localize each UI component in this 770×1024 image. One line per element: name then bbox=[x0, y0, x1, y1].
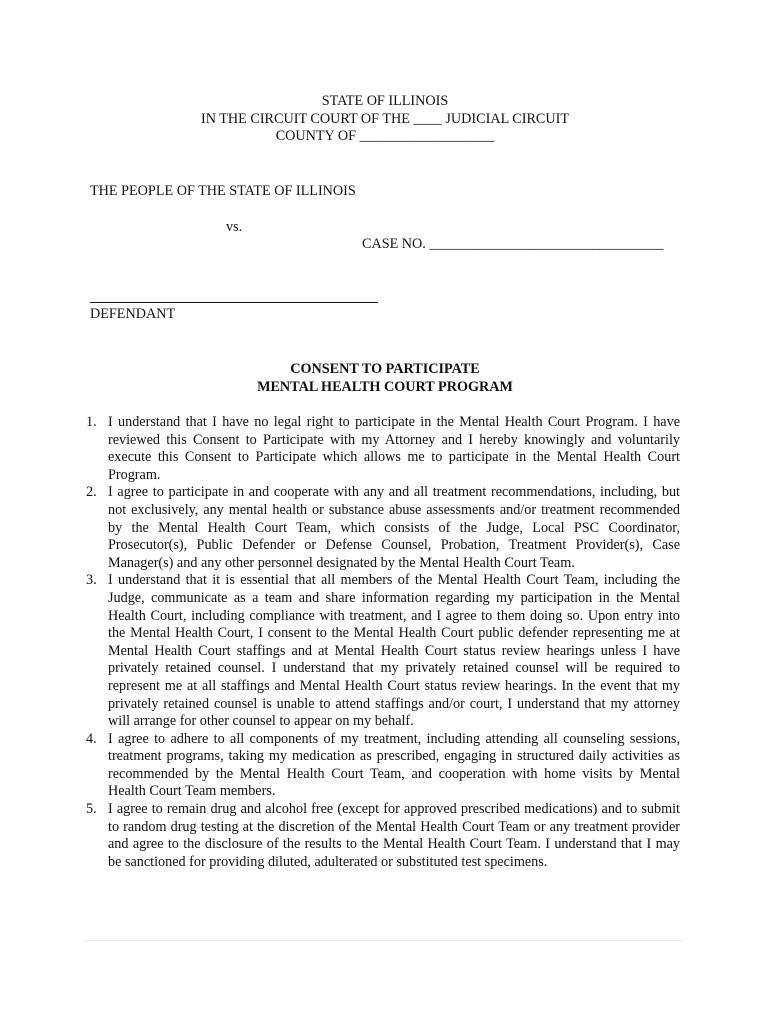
title-line-consent: CONSENT TO PARTICIPATE bbox=[290, 361, 480, 377]
term-number: 1. bbox=[86, 414, 97, 430]
term-item bbox=[86, 414, 680, 484]
term-item bbox=[86, 730, 680, 801]
page-bottom-divider bbox=[84, 940, 682, 941]
term-number: 3. bbox=[86, 572, 97, 589]
consent-terms-list bbox=[86, 414, 680, 871]
term-text: I agree to adhere to all components of my treatment, including attending all counseling sessions, treatment programs, taking my medication as prescribed, engaging in structured daily activities as recommended by the Mental Health Court Team, and cooperation with home visits by Mental Health Court Team members. bbox=[108, 730, 680, 800]
court-caption bbox=[0, 93, 770, 146]
versus-label: vs. bbox=[226, 219, 243, 235]
defendant-signature-line bbox=[90, 302, 378, 303]
term-item bbox=[86, 572, 680, 730]
caption-state: STATE OF ILLINOIS bbox=[321, 93, 449, 109]
term-text: I understand that it is essential that all members of the Mental Health Court Team, including the Judge, communicate as a team and share information regarding my participation in the Mental Health Court, including compliance with treatment, and I agree to them doing so. Upon entry into the Mental Health Court, I consent to the Mental Health Court public defender representing me at Mental Health Court staffings and at Mental Health Court status review hearings unless I have privately retained counsel. I understand that my privately retained counsel will be required to represent me at all staffings and Mental Health Court status review hearings. In the event that my privately retained counsel is unable to attend staffings and/or court, I understand that my attorney will arrange for other counsel to appear on my behalf. bbox=[108, 572, 680, 730]
title-line-program: MENTAL HEALTH COURT PROGRAM bbox=[257, 378, 513, 395]
caption-circuit-court: IN THE CIRCUIT COURT OF THE ____ JUDICIAL CIRCUIT bbox=[200, 110, 570, 127]
term-number: 4. bbox=[86, 730, 97, 747]
term-text: I agree to remain drug and alcohol free (except for approved prescribed medications) and to submit to random drug testing at the discretion of the Mental Health Court Team or any treatment provider and agree to the disclosure of the results to the Mental Health Court Team. I understand that I may be sanctioned for providing diluted, adulterated or substituted test specimens. bbox=[108, 801, 680, 870]
term-text: I agree to participate in and cooperate with any and all treatment recommendations, including, but not exclusively, any mental health or substance abuse assessments and/or treatment recommended by the Mental Health Court Team, which consists of the Judge, Local PSC Coordinator, Prosecutor(s), Public Defender or Defense Counsel, Probation, Treatment Provider(s), Case Manager(s) and any other personnel designated by the Mental Health Court Team. bbox=[108, 484, 680, 571]
term-item bbox=[86, 484, 680, 572]
document-title bbox=[0, 361, 770, 396]
term-number: 2. bbox=[86, 484, 97, 501]
term-number: 5. bbox=[86, 801, 97, 818]
term-text: I understand that I have no legal right to participate in the Mental Health Court Program. I have reviewed this Consent to Participate with my Attorney and I hereby knowingly and voluntarily execute this Consent to Participate which allows me to participate in the Mental Health Court Program. bbox=[108, 414, 680, 483]
caption-county: COUNTY OF ___________________ bbox=[275, 128, 495, 144]
term-item bbox=[86, 801, 680, 871]
plaintiff-name: THE PEOPLE OF THE STATE OF ILLINOIS bbox=[90, 183, 356, 199]
defendant-label: DEFENDANT bbox=[90, 306, 176, 322]
case-number-field: CASE NO. _________________________________ bbox=[362, 236, 664, 252]
